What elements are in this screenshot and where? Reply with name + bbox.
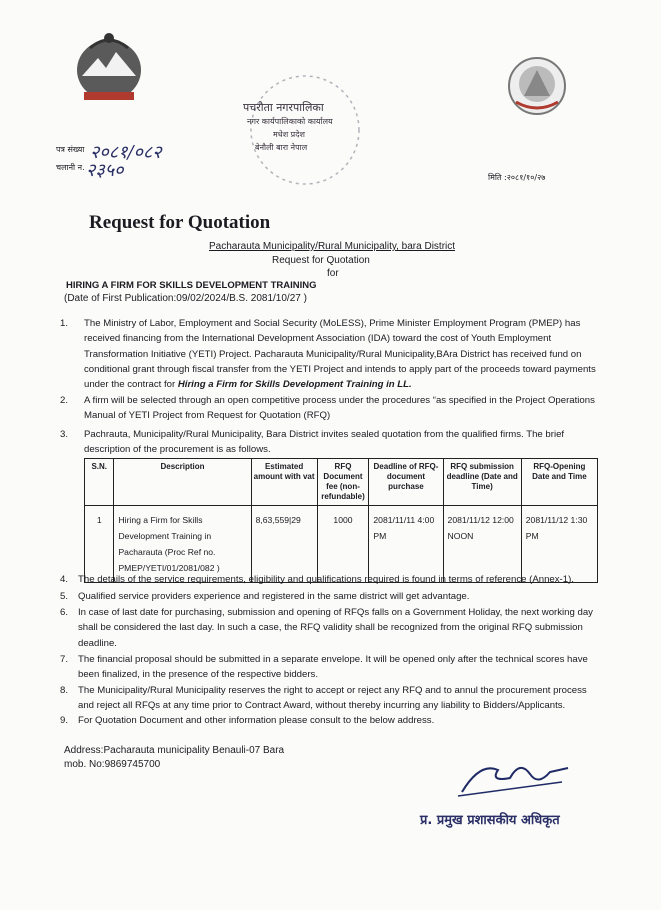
item-number: 5. xyxy=(60,591,69,602)
item-number: 8. xyxy=(60,685,69,696)
seal-line-3: मधेश प्रदेश xyxy=(273,130,305,139)
item-number: 9. xyxy=(60,715,69,726)
ref-value: २०८१/०८२ xyxy=(90,142,162,163)
col-submission-deadline: RFQ submission deadline (Date and Time) xyxy=(443,459,521,506)
item-5-text: Qualified service providers experience and registered in the same district will get advantage. xyxy=(78,591,470,602)
item-number: 2. xyxy=(60,395,69,406)
item-number: 3. xyxy=(60,429,69,440)
item-1-bold: Hiring a Firm for Skills Development Training in LL. xyxy=(177,379,412,391)
seal-line-1: पचरौता नगरपालिका xyxy=(243,101,324,114)
col-amount: Estimated amount with vat xyxy=(251,459,317,506)
signatory-title: प्र. प्रमुख प्रशासकीय अधिकृत xyxy=(420,813,560,828)
item-1-body: The Ministry of Labor, Employment and Social Security (MoLESS), Prime Minister Employment Program (PMEP) has received financing from the International Development Association (IDA) toward the cost of Youth Employment Transformation Initiative (YETI) Project. Pacharauta Municipality/Rural Municipality,BAra District has received fund on conditional grant through fiscal transfer from the YETI Project and intends to apply part of the proceeds toward payments under the contract for xyxy=(84,318,596,391)
cell-purchase-deadline: 2081/11/11 4:00 PM xyxy=(369,506,443,583)
nepal-emblem-icon xyxy=(70,28,148,110)
dispatch-label: चलानी न. xyxy=(56,163,85,172)
table-header-row xyxy=(85,459,598,506)
for-line: for xyxy=(327,268,339,279)
item-2-text: A firm will be selected through an open competitive process under the procedures “as specified in the Project Operations Manual of YETI Project from Request for Quotation (RFQ) xyxy=(84,395,595,422)
item-number: 6. xyxy=(60,607,69,618)
item-7-text: The financial proposal should be submitted in a separate envelope. It will be opened only after the technical scores have been finalized, in the presence of the respective bidders. xyxy=(78,654,588,681)
item-number: 4. xyxy=(60,574,69,585)
cell-amount: 8,63,559|29 xyxy=(251,506,317,583)
signature-icon xyxy=(450,752,580,800)
item-6-text: In case of last date for purchasing, submission and opening of RFQs falls on a Government Holiday, the next working day shall be considered the last day. In such a case, the RFQ validity shall be recognized from the original RFQ submission deadline. xyxy=(78,607,593,649)
page-title: Request for Quotation xyxy=(89,212,271,233)
item-8-text: The Municipality/Rural Municipality reserves the right to accept or reject any RFQ and to annul the procurement process and reject all RFQs at any time prior to Contract Award, without thereby incurring any liability to Bidders/Applicants. xyxy=(78,685,587,712)
ref-label: पत्र संख्या xyxy=(56,145,85,154)
col-sn: S.N. xyxy=(85,459,114,506)
dispatch-value: २३५० xyxy=(86,160,124,181)
col-purchase-deadline: Deadline of RFQ-document purchase xyxy=(369,459,443,506)
item-number: 7. xyxy=(60,654,69,665)
contact-address xyxy=(64,744,284,772)
col-fee: RFQ Document fee (non-refundable) xyxy=(317,459,369,506)
cell-description: Hiring a Firm for Skills Development Training in Pacharauta (Proc Ref no. PMEP/YETI/01/2081/082 ) xyxy=(114,506,251,583)
cell-sn: 1 xyxy=(85,506,114,583)
municipality-line: Pacharauta Municipality/Rural Municipality, bara District xyxy=(209,241,456,252)
item-1-text xyxy=(84,316,604,392)
col-opening: RFQ-Opening Date and Time xyxy=(521,459,597,506)
col-description: Description xyxy=(114,459,251,506)
table-row xyxy=(85,506,598,583)
address-line: Address:Pacharauta municipality Benauli-07 Bara xyxy=(64,745,285,756)
cell-opening: 2081/11/12 1:30 PM xyxy=(521,506,597,583)
item-3-text: Pachrauta, Municipality/Rural Municipality, Bara District invites sealed quotation from the qualified firms. The brief description of the procurement is as follows. xyxy=(84,429,565,456)
item-number: 1. xyxy=(60,318,69,329)
item-4-text: The details of the service requirements, eligibility and qualifications required is found in terms of reference (Annex-1). xyxy=(78,574,574,585)
cell-submission-deadline: 2081/11/12 12:00 NOON xyxy=(443,506,521,583)
procurement-table xyxy=(84,458,598,583)
municipality-logo-icon xyxy=(502,56,572,116)
seal-line-2: नगर कार्यपालिकाको कार्यालय xyxy=(247,117,333,126)
hiring-title: HIRING A FIRM FOR SKILLS DEVELOPMENT TRAINING xyxy=(66,280,317,291)
rfq-subtitle: Request for Quotation xyxy=(272,255,370,266)
seal-line-4: बेनौली बारा नेपाल xyxy=(255,143,308,152)
nepali-date: मिति :२०८१/१०/२७ xyxy=(488,173,546,182)
item-9-text: For Quotation Document and other information please consult to the below address. xyxy=(78,715,435,726)
mobile-number: mob. No:9869745700 xyxy=(64,759,161,770)
publication-date: (Date of First Publication:09/02/2024/B.S. 2081/10/27 ) xyxy=(64,293,307,304)
cell-fee: 1000 xyxy=(317,506,369,583)
office-seal xyxy=(243,72,363,192)
